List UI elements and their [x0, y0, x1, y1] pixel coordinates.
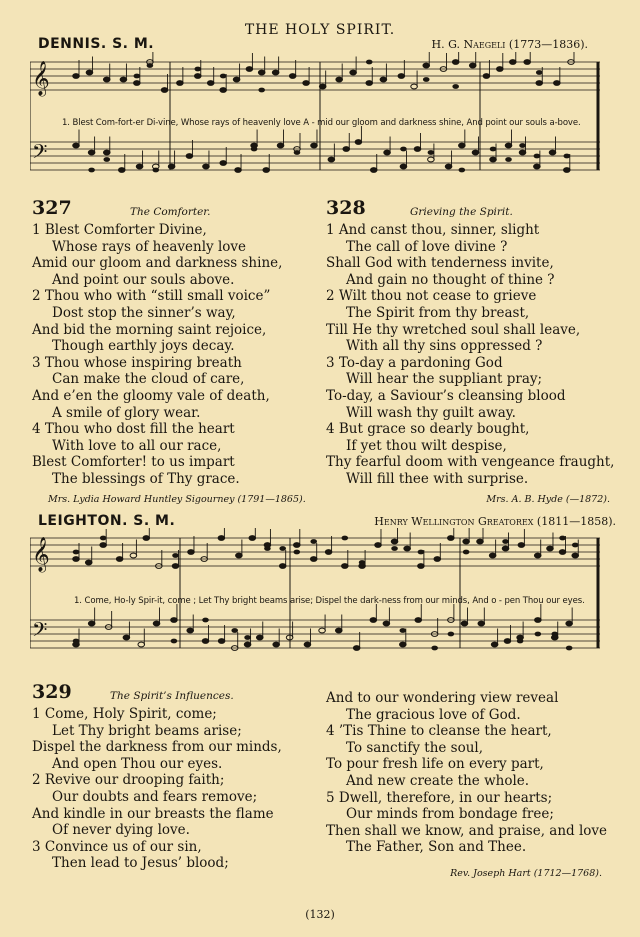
hymn-line: The call of love divine ?	[346, 238, 508, 255]
note-head	[336, 77, 343, 82]
note-head	[325, 550, 332, 555]
note-head	[447, 536, 454, 541]
hymn-line: Will hear the suppliant pray;	[346, 371, 543, 388]
note-head	[186, 154, 193, 159]
note-head	[505, 157, 512, 162]
hymn-line: Will fill thee with surprise.	[346, 470, 529, 487]
hymn-line: The Father, Son and Thee.	[346, 839, 527, 856]
note-head	[202, 618, 209, 623]
hymn-line: 3 To-day a pardoning God	[326, 354, 503, 371]
hymn-line: With all thy sins oppressed ?	[346, 338, 543, 355]
hymn-line: 4 ’Tis Thine to cleanse the heart,	[326, 723, 552, 740]
note-head	[335, 628, 342, 633]
note-head	[524, 60, 531, 65]
note-head	[459, 168, 466, 173]
note-head	[431, 646, 438, 651]
hymn-329-right	[326, 690, 626, 856]
hymn-line: Our doubts and fears remove;	[52, 788, 258, 805]
note-head	[236, 553, 243, 558]
note-head	[342, 536, 349, 541]
note-head	[73, 550, 80, 555]
note-head	[572, 543, 579, 548]
note-head	[177, 81, 184, 86]
note-head	[171, 618, 178, 623]
note-head	[391, 546, 398, 551]
note-head	[85, 560, 92, 565]
hymn-line: And point our souls above.	[52, 271, 235, 288]
note-head	[73, 74, 80, 79]
note-head	[370, 168, 377, 173]
author-327: Mrs. Lydia Howard Huntley Sigourney (1791—1865).	[48, 494, 306, 505]
note-head	[418, 564, 425, 569]
note-head	[483, 74, 490, 79]
note-head	[551, 632, 558, 637]
note-head	[256, 635, 263, 640]
note-head	[279, 564, 286, 569]
hymn-line: 5 Dwell, therefore, in our hearts;	[326, 789, 553, 806]
note-head	[452, 60, 459, 65]
hymn-line: The gracious love of God.	[346, 706, 521, 723]
note-head	[490, 157, 497, 162]
hymn-line: And open Thou our eyes.	[52, 755, 223, 772]
note-head	[380, 77, 387, 82]
hymn-line: Whose rays of heavenly love	[52, 238, 247, 255]
note-head	[404, 546, 411, 551]
note-head	[310, 539, 317, 544]
note-head	[134, 81, 141, 86]
note-head	[490, 147, 497, 152]
note-head	[400, 628, 407, 633]
note-head	[310, 557, 317, 562]
hymn-line: With love to all our race,	[52, 437, 222, 454]
note-head	[502, 546, 509, 551]
hymn-line: 3 Convince us of our sin,	[32, 838, 202, 855]
hymn-line: 2 Thou who with “still small voice”	[32, 288, 271, 305]
note-head	[319, 628, 326, 633]
note-head	[370, 618, 377, 623]
author-329: Rev. Joseph Hart (1712—1768).	[450, 868, 602, 879]
bass-clef-icon: 𝄢	[32, 618, 48, 646]
note-head	[100, 536, 107, 541]
hymn-line: And bid the morning saint rejoice,	[32, 321, 267, 338]
note-head	[220, 161, 227, 166]
note-head	[235, 168, 242, 173]
note-head	[88, 168, 95, 173]
hymn-329-left	[32, 681, 322, 872]
note-head	[423, 77, 430, 82]
note-head	[366, 60, 373, 65]
note-head	[103, 157, 110, 162]
tune-name-leighton: LEIGHTON. S. M.	[38, 513, 176, 529]
hymn-text	[32, 706, 322, 872]
hymn-number: 329	[32, 681, 72, 703]
hymn-line: Though earthly joys decay.	[52, 338, 235, 355]
hymn-line: 1 And canst thou, sinner, slight	[326, 222, 540, 238]
note-head	[188, 550, 195, 555]
hymn-number: 327	[32, 197, 72, 219]
note-head	[231, 628, 238, 633]
hymn-text	[326, 222, 626, 488]
note-head	[478, 621, 485, 626]
note-head	[172, 564, 179, 569]
hymn-line: 2 Wilt thou not cease to grieve	[326, 288, 537, 305]
note-head	[294, 150, 301, 155]
note-head	[509, 60, 516, 65]
note-head	[554, 81, 561, 86]
note-head	[130, 553, 137, 558]
note-head	[400, 164, 407, 169]
note-head	[311, 143, 318, 148]
hymn-line: Amid our gloom and darkness shine,	[32, 255, 283, 272]
hymn-text	[32, 222, 322, 488]
note-head	[220, 74, 227, 79]
note-head	[273, 642, 280, 647]
note-head	[423, 63, 430, 68]
note-head	[566, 646, 573, 651]
note-head	[202, 639, 209, 644]
hymn-line: And new create the whole.	[346, 772, 530, 789]
hymn-line: The Spirit from thy breast,	[346, 304, 530, 321]
hymn-line: To pour fresh life on every part,	[326, 756, 544, 773]
note-head	[463, 539, 470, 544]
note-head	[383, 621, 390, 626]
hymn-text	[326, 690, 626, 856]
note-head	[428, 150, 435, 155]
hymn-line: And gain no thought of thine ?	[346, 271, 555, 288]
hymn-line: Will wash thy guilt away.	[346, 404, 516, 421]
note-head	[147, 63, 154, 68]
note-head	[118, 168, 125, 173]
hymn-line: Of never dying love.	[52, 822, 190, 839]
hymn-line: 1 Blest Comforter Divine,	[32, 222, 207, 238]
note-head	[400, 147, 407, 152]
note-head	[304, 642, 311, 647]
note-head	[434, 557, 441, 562]
note-head	[218, 536, 225, 541]
lyrics-underlay-leighton: 1. Come, Ho-ly Spir-it, come ; Let Thy bright beams arise; Dispel the dark-ness from our minds, And o - pen Thou our eyes.	[74, 596, 585, 606]
hymn-line: Can make the cloud of care,	[52, 371, 245, 388]
hymn-line: And e’en the gloomy vale of death,	[32, 387, 270, 404]
note-head	[244, 642, 251, 647]
note-head	[502, 539, 509, 544]
hymn-line: Let Thy bright beams arise;	[52, 722, 242, 739]
hymn-line: The blessings of Thy grace.	[52, 470, 240, 487]
page-title: THE HOLY SPIRIT.	[244, 22, 396, 38]
note-head	[194, 74, 201, 79]
note-head	[519, 143, 526, 148]
note-head	[220, 88, 227, 93]
note-head	[203, 164, 210, 169]
hymn-line: 3 Thou whose inspiring breath	[32, 354, 242, 371]
note-head	[519, 150, 526, 155]
composer-dennis: H. G. Naegeli (1773—1836).	[431, 38, 588, 51]
note-head	[534, 154, 541, 159]
note-head	[400, 642, 407, 647]
note-head	[491, 642, 498, 647]
note-head	[73, 557, 80, 562]
note-head	[350, 70, 357, 75]
note-head	[563, 154, 570, 159]
note-head	[391, 539, 398, 544]
note-head	[535, 632, 542, 637]
hymn-line: 4 But grace so dearly bought,	[326, 421, 530, 438]
note-head	[414, 147, 421, 152]
hymn-line: Then lead to Jesus’ blood;	[52, 855, 229, 872]
hymn-line: If yet thou wilt despise,	[346, 437, 507, 454]
lyrics-underlay-dennis: 1. Blest Com-fort-er Di-vine, Whose rays of heavenly love A - mid our gloom and darkness shine, And point our souls a-bove.	[62, 118, 581, 128]
bass-clef-icon: 𝄢	[32, 140, 48, 168]
hymn-line: Thy fearful doom with vengeance fraught,	[326, 454, 615, 471]
note-head	[461, 621, 468, 626]
note-head	[138, 642, 145, 647]
tune-name-dennis: DENNIS. S. M.	[38, 36, 155, 52]
note-head	[264, 546, 271, 551]
note-head	[249, 536, 256, 541]
note-head	[73, 143, 80, 148]
hymn-line: Dost stop the sinner’s way,	[52, 304, 236, 321]
note-head	[277, 143, 284, 148]
hymn-line: To-day, a Saviour’s cleansing blood	[326, 387, 566, 404]
hymn-line: Dispel the darkness from our minds,	[32, 739, 282, 756]
note-head	[472, 150, 479, 155]
hymn-subtitle: The Comforter.	[130, 206, 211, 218]
note-head	[328, 157, 335, 162]
note-head	[549, 150, 556, 155]
note-head	[123, 635, 130, 640]
note-head	[88, 621, 95, 626]
note-head	[161, 88, 168, 93]
note-head	[279, 546, 286, 551]
note-head	[246, 67, 253, 72]
note-head	[536, 70, 543, 75]
note-head	[86, 70, 93, 75]
note-head	[293, 543, 300, 548]
note-head	[496, 67, 503, 72]
hymn-line: 2 Revive our drooping faith;	[32, 772, 225, 789]
note-head	[411, 84, 418, 89]
note-head	[194, 67, 201, 72]
hymn-line: Our minds from bondage free;	[346, 806, 554, 823]
note-head	[353, 646, 360, 651]
hymn-line: Shall God with tenderness invite,	[326, 255, 554, 272]
note-head	[218, 639, 225, 644]
note-head	[448, 632, 455, 637]
hymn-line: Then shall we know, and praise, and love	[326, 822, 608, 839]
note-head	[143, 536, 150, 541]
note-head	[258, 88, 265, 93]
note-head	[505, 143, 512, 148]
note-head	[303, 81, 310, 86]
note-head	[233, 77, 240, 82]
note-head	[566, 621, 573, 626]
hymn-327	[32, 197, 322, 488]
note-head	[398, 74, 405, 79]
hymn-subtitle: The Spirit’s Influences.	[110, 690, 234, 702]
note-head	[88, 150, 95, 155]
note-head	[168, 164, 175, 169]
hymn-line: 4 Thou who dost fill the heart	[32, 421, 235, 438]
note-head	[535, 618, 542, 623]
note-head	[207, 81, 214, 86]
note-head	[251, 147, 258, 152]
note-head	[289, 74, 296, 79]
hymn-line: 1 Come, Holy Spirit, come;	[32, 706, 217, 722]
hymn-line: And to our wondering view reveal	[326, 690, 559, 706]
note-head	[293, 550, 300, 555]
note-head	[258, 70, 265, 75]
note-head	[559, 536, 566, 541]
author-328: Mrs. A. B. Hyde (—1872).	[486, 494, 610, 505]
note-head	[559, 550, 566, 555]
note-head	[517, 639, 524, 644]
note-head	[103, 150, 110, 155]
note-head	[418, 550, 425, 555]
note-head	[342, 564, 349, 569]
note-head	[428, 157, 435, 162]
note-head	[415, 618, 422, 623]
hymn-line: Blest Comforter! to us impart	[32, 454, 235, 471]
note-head	[116, 557, 123, 562]
note-head	[375, 543, 382, 548]
hymn-subtitle: Grieving the Spirit.	[410, 206, 513, 218]
note-head	[73, 639, 80, 644]
hymn-line: And kindle in our breasts the flame	[32, 805, 274, 822]
note-head	[366, 81, 373, 86]
note-head	[172, 553, 179, 558]
note-head	[153, 621, 160, 626]
note-head	[355, 140, 362, 145]
note-head	[477, 539, 484, 544]
page-number: (132)	[305, 908, 335, 921]
note-head	[469, 63, 476, 68]
note-head	[489, 553, 496, 558]
note-head	[504, 639, 511, 644]
note-head	[120, 77, 127, 82]
hymn-328	[326, 197, 626, 488]
hymn-line: To sanctify the soul,	[346, 739, 484, 756]
note-head	[343, 147, 350, 152]
note-head	[534, 553, 541, 558]
note-head	[536, 81, 543, 86]
note-head	[136, 164, 143, 169]
note-head	[518, 543, 525, 548]
note-head	[244, 635, 251, 640]
note-head	[171, 639, 178, 644]
note-head	[452, 84, 459, 89]
hymn-line: A smile of glory wear.	[52, 404, 201, 421]
note-head	[100, 543, 107, 548]
note-head	[134, 74, 141, 79]
note-head	[445, 164, 452, 169]
note-head	[263, 168, 270, 173]
hymn-number: 328	[326, 197, 366, 219]
note-head	[103, 77, 110, 82]
note-head	[534, 164, 541, 169]
note-head	[572, 553, 579, 558]
composer-leighton: Henry Wellington Greatorex (1811—1858).	[374, 515, 616, 528]
note-head	[272, 70, 279, 75]
note-head	[359, 560, 366, 565]
note-head	[384, 150, 391, 155]
note-head	[463, 550, 470, 555]
treble-clef-icon: 𝄞	[32, 537, 50, 572]
note-head	[547, 546, 554, 551]
note-head	[187, 628, 194, 633]
note-head	[563, 168, 570, 173]
note-head	[459, 143, 466, 148]
treble-clef-icon: 𝄞	[32, 61, 50, 96]
hymn-line: Till He thy wretched soul shall leave,	[326, 321, 581, 338]
note-head	[152, 168, 159, 173]
